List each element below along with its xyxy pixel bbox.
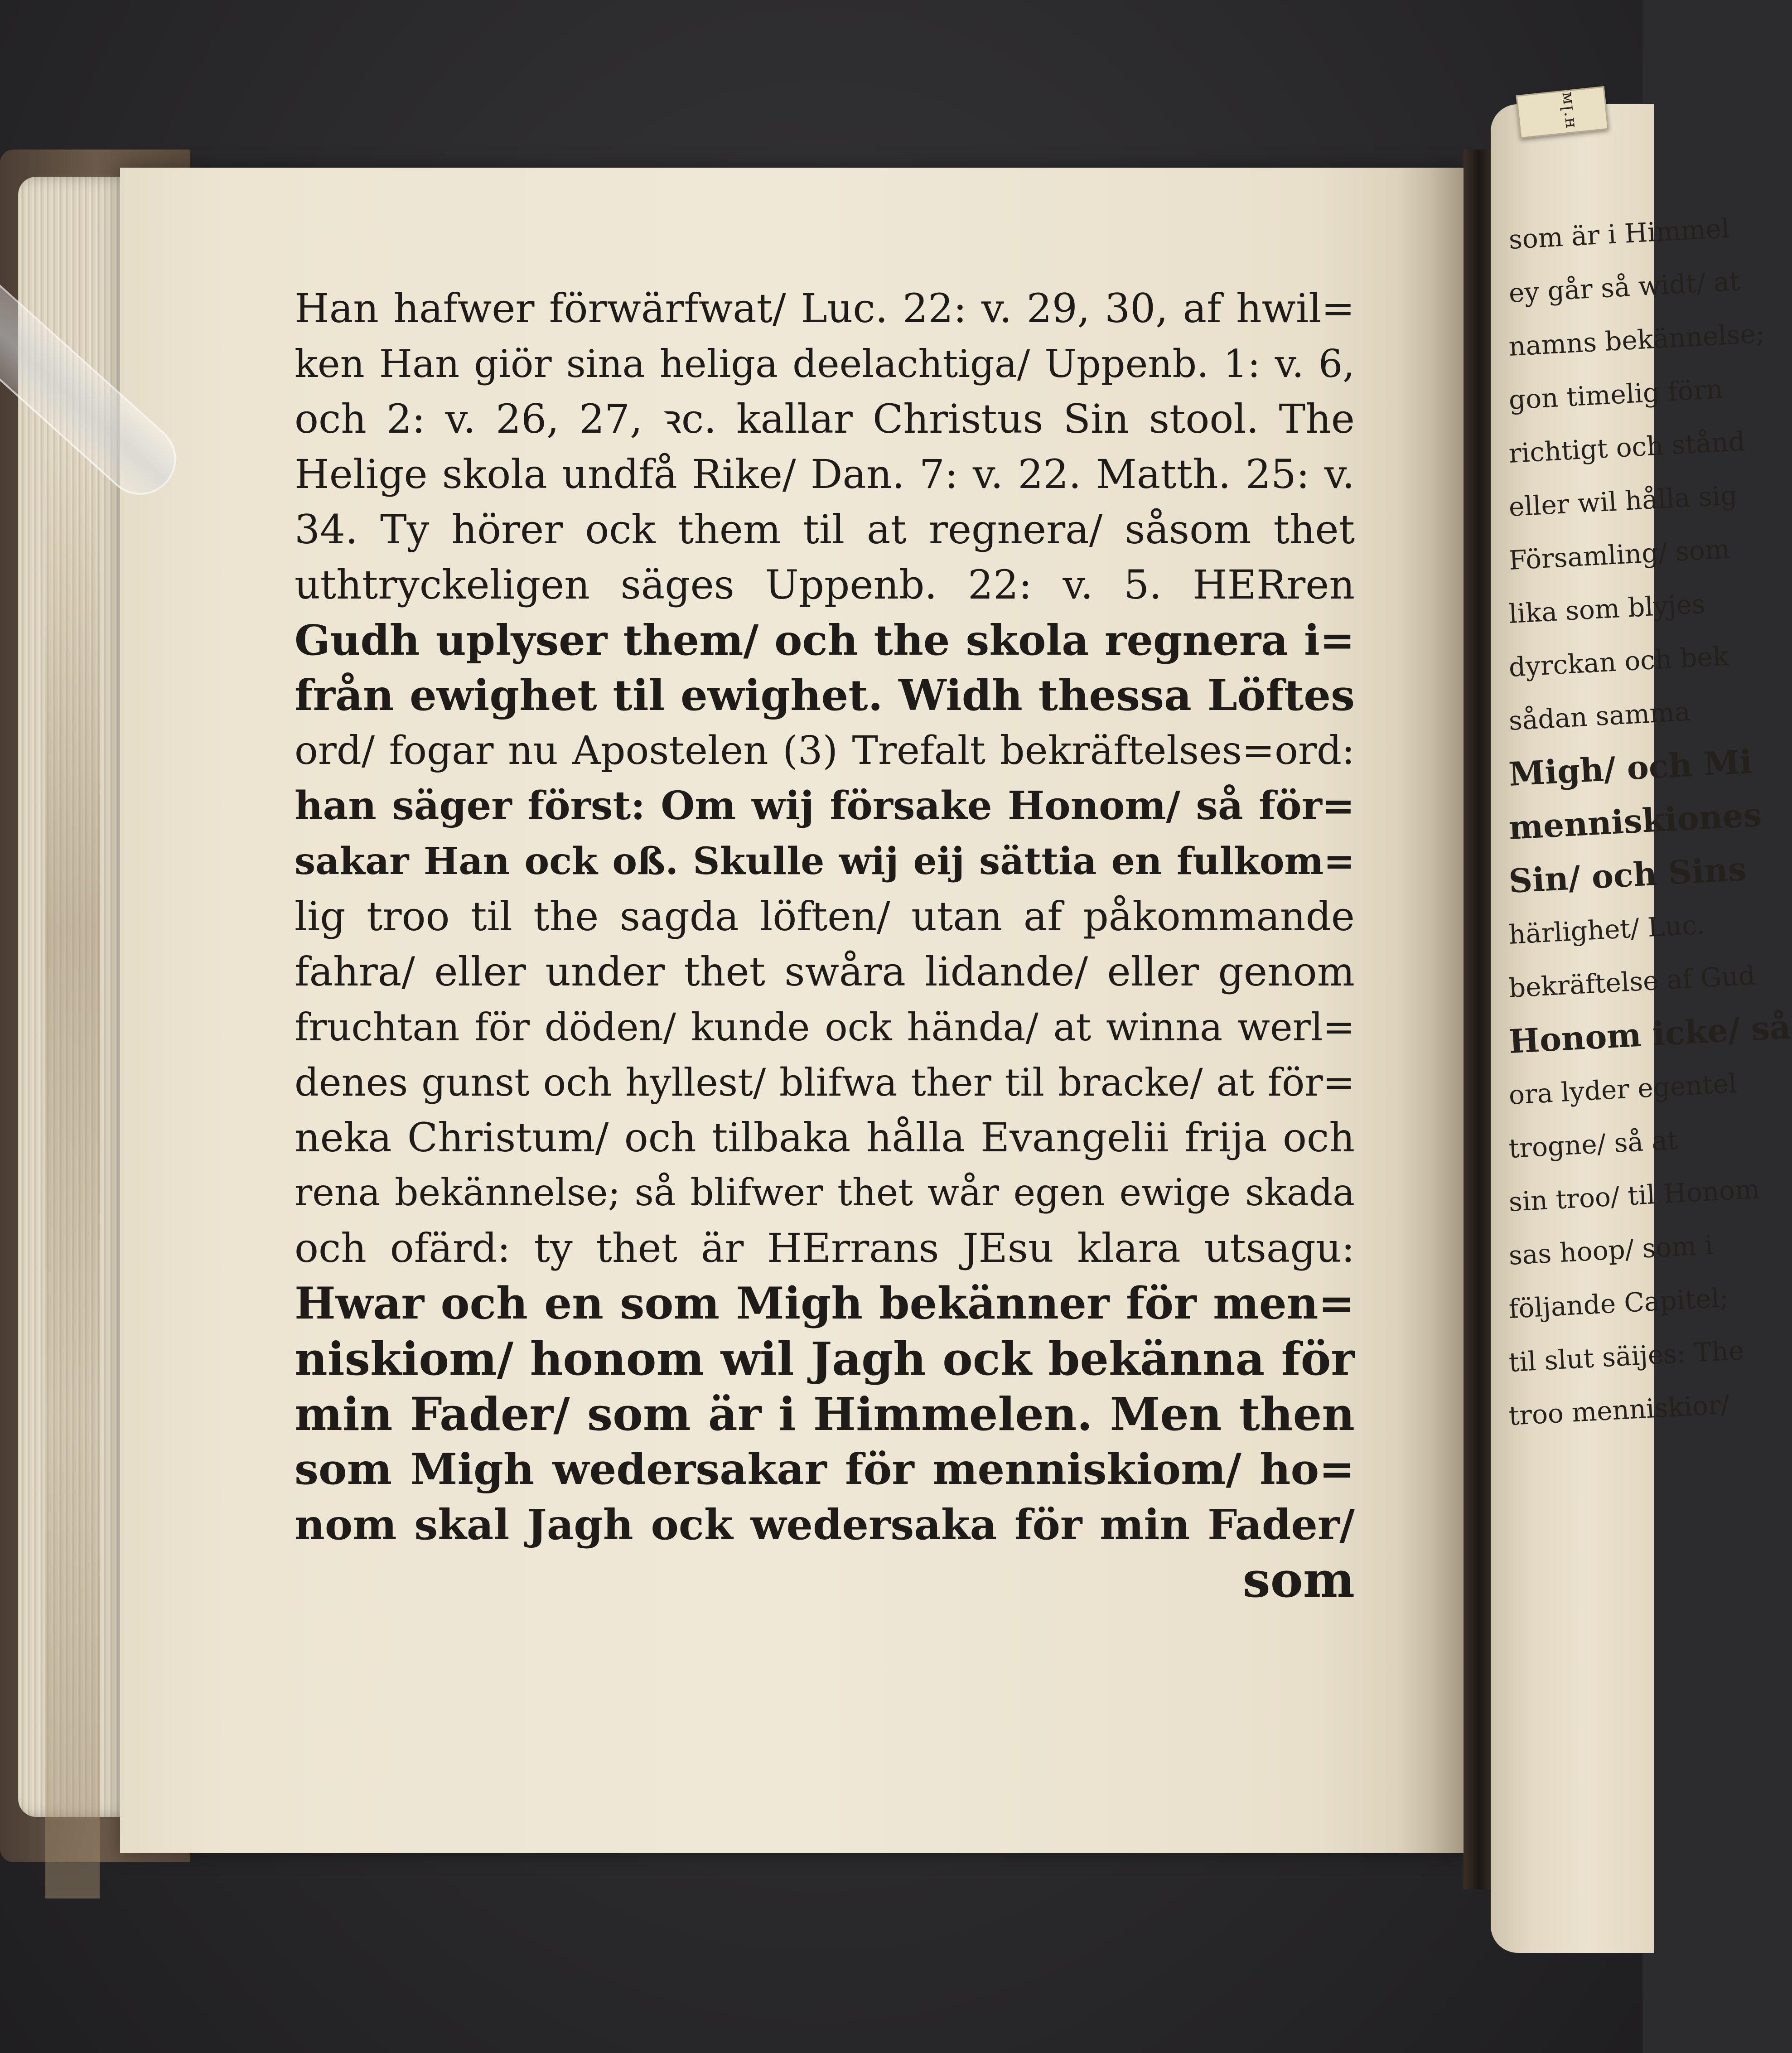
text-line: och ofärd: ty thet är HErrans JEsu klara utsagu: <box>295 1225 1355 1271</box>
right-page-line: som är i Himmel <box>1508 213 1730 255</box>
right-page-line: namns bekännelse; <box>1508 318 1765 362</box>
right-page-line: trogne/ så at <box>1508 1124 1679 1164</box>
right-page-line: sas hoop/ som i <box>1508 1229 1714 1271</box>
right-page-line: troo menniskior/ <box>1508 1389 1730 1431</box>
text-line: han säger först: Om wij försake Honom/ så för= <box>295 783 1355 829</box>
text-line: ord/ fogar nu Apostelen (3) Trefalt bekräftelses=ord: <box>295 728 1355 773</box>
right-page-line: menniskiones <box>1507 795 1763 847</box>
right-page-line: ora lyder egentel <box>1508 1068 1738 1111</box>
text-line: ken Han giör sina heliga deelachtiga/ Uppenb. 1: v. 6, <box>295 342 1355 386</box>
right-page-line: Honom icke/ så <box>1507 1007 1792 1061</box>
text-line: Han hafwer förwärfwat/ Luc. 22: v. 29, 30, af hwil= <box>295 285 1355 332</box>
right-page-line: sin troo/ til Honom <box>1508 1174 1761 1217</box>
right-page-line: richtigt och stånd <box>1508 425 1746 469</box>
text-line: Helige skola undfå Rike/ Dan. 7: v. 22. Matth. 25: v. <box>295 451 1355 498</box>
text-line: niskiom/ honom wil Jagh ock bekänna för <box>295 1332 1355 1386</box>
right-page-line: sådan samma <box>1508 696 1691 736</box>
text-line: lig troo til the sagda löften/ utan af påkommande <box>295 893 1355 940</box>
right-page-line: ey går så widt/ at <box>1508 266 1741 309</box>
right-page-line: gon timelig förn <box>1508 373 1724 415</box>
right-page-line: Församling/ som <box>1508 533 1731 576</box>
text-line: Hwar och en som Migh bekänner för men= <box>295 1278 1355 1329</box>
right-page-line: härlighet/ Luc. <box>1508 909 1706 950</box>
catchword: som <box>1242 1551 1355 1609</box>
text-line: fruchtan för döden/ kunde ock hända/ at winna werl= <box>295 1005 1355 1049</box>
text-line: Gudh uplyser them/ och the skola regnera i= <box>295 616 1355 665</box>
right-page-line: lika som blyjes <box>1508 588 1706 629</box>
right-page-text-fragment <box>1507 213 1792 1443</box>
text-line: fahra/ eller under thet swåra lidande/ eller genom <box>295 948 1355 995</box>
right-page-line: Migh/ och Mi <box>1507 742 1753 793</box>
catalog-tab-text: ᴍꞁ.ʜ <box>1558 91 1581 130</box>
text-line: nom skal Jagh ock wedersaka för min Fader/ <box>295 1500 1355 1549</box>
text-line: från ewighet til ewighet. Widh thessa Löftes <box>295 671 1355 720</box>
right-page-line: dyrckan och bek <box>1508 640 1729 683</box>
text-line: sakar Han ock oß. Skulle wij eij sättia en fulkom= <box>295 840 1355 883</box>
catalog-tab-label <box>1516 86 1609 139</box>
right-page-line: Sin/ och Sins <box>1507 849 1748 900</box>
text-line: uthtryckeligen säges Uppenb. 22: v. 5. HERren <box>295 561 1355 608</box>
text-line: 34. Ty hörer ock them til at regnera/ såsom thet <box>295 506 1355 553</box>
text-line: neka Christum/ och tilbaka hålla Evangelii frija och <box>295 1114 1355 1161</box>
right-page-line: bekräftelse af Gud <box>1508 960 1756 1004</box>
right-page-line: eller wil hålla sig <box>1508 479 1738 522</box>
text-line: som Migh wedersakar för menniskiom/ ho= <box>295 1444 1355 1494</box>
text-line: och 2: v. 26, 27, ꝛc. kallar Christus Sin stool. The <box>295 396 1355 442</box>
right-page-line: til slut säijes: The <box>1508 1334 1745 1378</box>
right-page-line: följande Capitel; <box>1508 1282 1729 1324</box>
text-line: min Fader/ som är i Himmelen. Men then <box>295 1387 1355 1441</box>
main-text-block <box>295 281 1355 1608</box>
text-line: denes gunst och hyllest/ blifwa ther til bracke/ at för= <box>295 1060 1355 1105</box>
text-line: rena bekännelse; så blifwer thet wår egen ewige skada <box>295 1171 1355 1214</box>
edge-stain <box>45 449 100 1898</box>
